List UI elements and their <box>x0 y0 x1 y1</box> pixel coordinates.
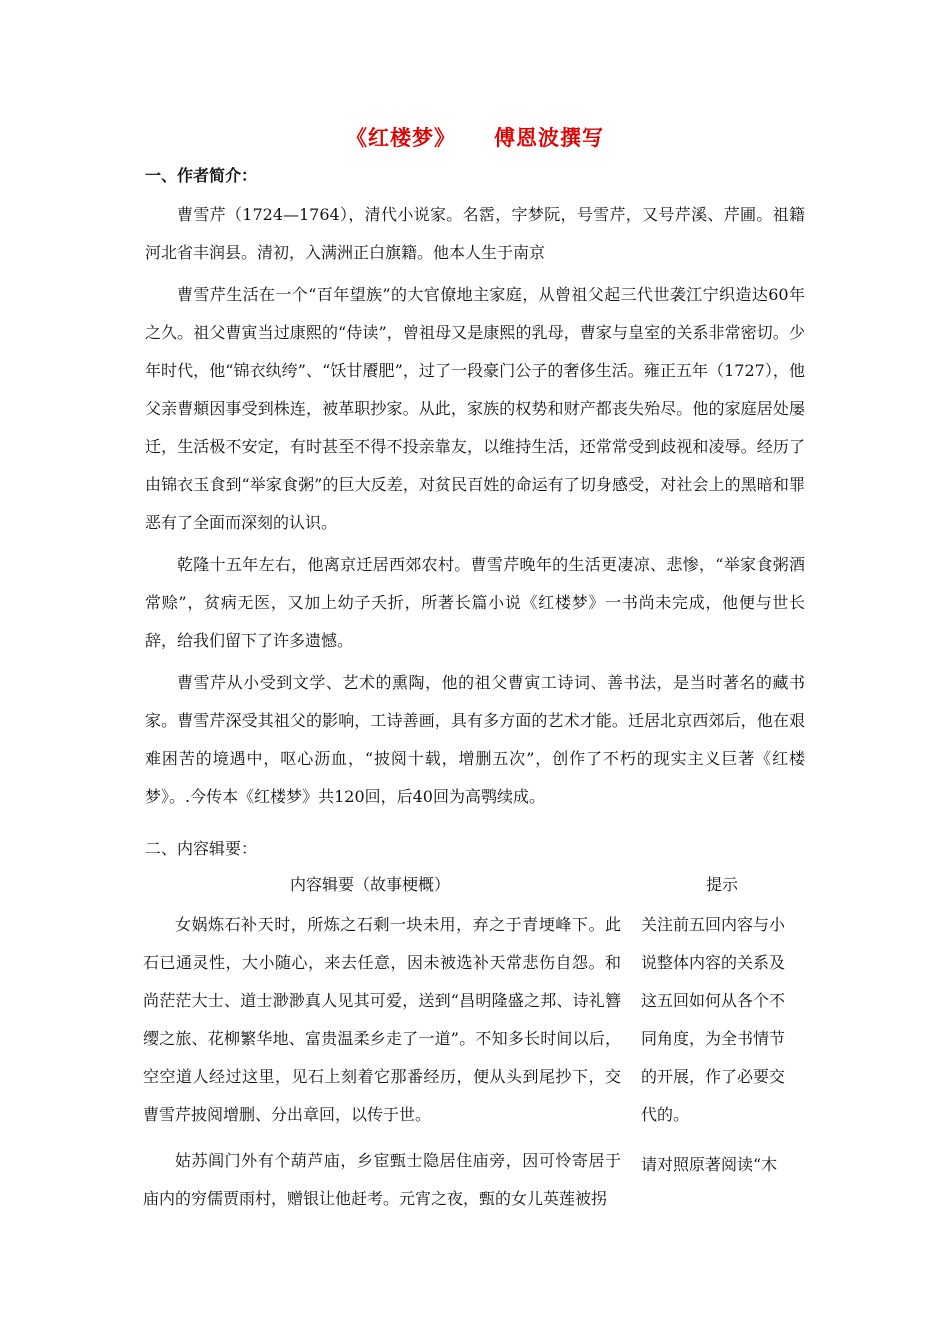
column-header-tips: 提示 <box>706 875 739 894</box>
tip-paragraph: 关注前五回内容与小说整体内容的关系及这五回如何从各个不同角度，为全书情节的开展，作了必要交代的。 <box>641 915 786 1124</box>
title-author: 傅恩波撰写 <box>494 126 604 150</box>
bio-paragraph: 曹雪芹生活在一个“百年望族”的大官僚地主家庭，从曾祖父起三代世袭江宁织造达60年之久。祖父曹寅当过康熙的“侍读”，曾祖母又是康熙的乳母，曹家与皇室的关系非常密切。少年时代，他“锦衣纨绔”、“饫甘餍肥”，过了一段豪门公子的奢侈生活。雍正五年（1727），他父亲曹頫因事受到株连，被革职抄家。从此，家族的权势和财产都丧失殆尽。他的家庭居处屡迁，生活极不安定，有时甚至不得不投亲靠友，以维持生活，还常常受到歧视和凌辱。经历了由锦衣玉食到“举家食粥”的巨大反差，对贫民百姓的命运有了切身感受，对社会上的黑暗和罪恶有了全面而深刻的认识。 <box>145 285 805 532</box>
document-title <box>0 122 950 152</box>
column-header-summary: 内容辑要（故事梗概） <box>290 875 451 894</box>
tips-column <box>641 906 799 1184</box>
section-heading-summary: 二、内容辑要： <box>145 839 258 858</box>
summary-column <box>143 906 621 1226</box>
bio-paragraph: 曹雪芹从小受到文学、艺术的熏陶，他的祖父曹寅工诗词、善书法，是当时著名的藏书家。曹雪芹深受其祖父的影响，工诗善画，具有多方面的艺术才能。迁居北京西郊后，他在艰难困苦的境遇中，呕心沥血，“披阅十载，增删五次”，创作了不朽的现实主义巨著《红楼梦》。.今传本《红楼梦》共120回，后40回为高鹗续成。 <box>145 673 805 806</box>
bio-paragraph: 曹雪芹（1724—1764），清代小说家。名霑，字梦阮，号雪芹，又号芹溪、芹圃。祖籍河北省丰润县。清初，入满洲正白旗籍。他本人生于南京 <box>145 205 805 262</box>
summary-paragraph: 姑苏阊门外有个葫芦庙，乡宦甄士隐居住庙旁，因可怜寄居于庙内的穷儒贾雨村，赠银让他赶考。元宵之夜，甄的女儿英莲被拐 <box>143 1151 621 1208</box>
summary-paragraph: 女娲炼石补天时，所炼之石剩一块未用，弃之于青埂峰下。此石已通灵性，大小随心，来去任意，因未被选补天常悲伤自怨。和尚茫茫大士、道士渺渺真人见其可爱，送到“昌明隆盛之邦、诗礼簪缨之旅、花柳繁华地、富贵温柔乡走了一道”。不知多长时间以后，空空道人经过这里，见石上刻着它那番经历，便从头到尾抄下，交曹雪芹披阅增删、分出章回，以传于世。 <box>143 915 621 1124</box>
tip-paragraph: 请对照原著阅读“木 <box>641 1155 778 1174</box>
bio-paragraph: 乾隆十五年左右，他离京迁居西郊农村。曹雪芹晚年的生活更凄凉、悲惨，“举家食粥酒常赊”，贫病无医，又加上幼子夭折，所著长篇小说《红楼梦》一书尚未完成，他便与世长辞，给我们留下了许多遗憾。 <box>145 555 805 650</box>
section-heading-author: 一、作者简介： <box>145 166 258 185</box>
title-book-name: 《红楼梦》 <box>346 126 456 150</box>
author-bio <box>145 196 805 820</box>
